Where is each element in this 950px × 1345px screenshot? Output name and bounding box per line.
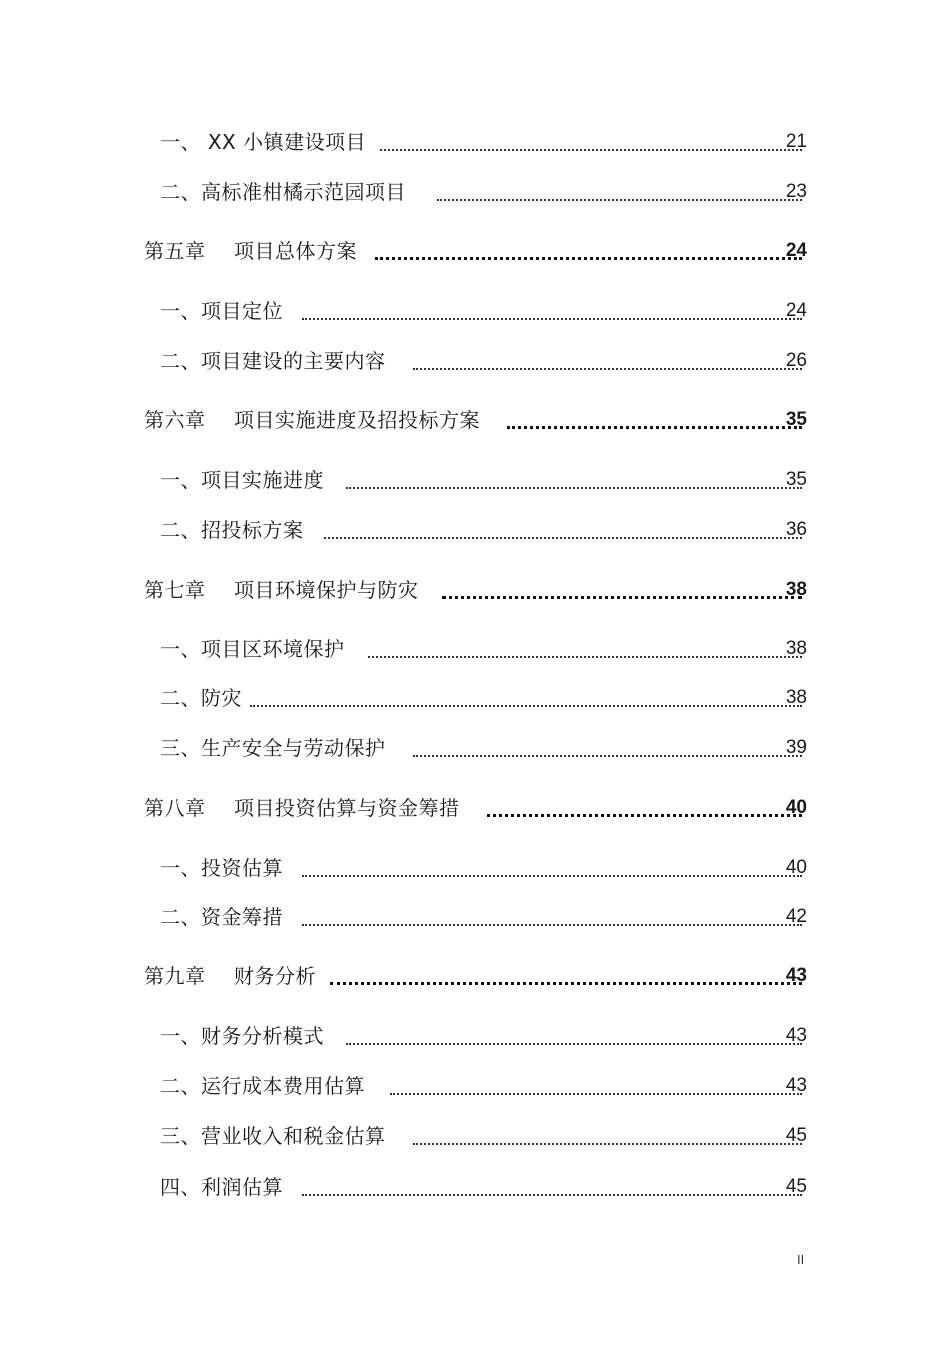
dot-leader xyxy=(330,982,802,985)
toc-entry-page: 45 xyxy=(785,1125,807,1146)
toc-entry-page: 43 xyxy=(785,965,807,986)
toc-entry xyxy=(0,296,950,326)
chapter-number: 第六章 xyxy=(144,408,206,432)
toc-entry-page: 38 xyxy=(785,638,807,659)
dot-leader xyxy=(250,705,802,707)
dot-leader xyxy=(413,368,802,370)
toc-entry-label: 一、投资估算 xyxy=(160,856,283,880)
toc-entry-page: 35 xyxy=(785,469,807,490)
toc-chapter-entry xyxy=(0,575,950,605)
toc-entry-label: 二、防灾 xyxy=(160,686,242,710)
dot-leader xyxy=(390,1093,802,1095)
toc-entry xyxy=(0,683,950,713)
toc-entry-page: 42 xyxy=(785,906,807,927)
dot-leader xyxy=(507,426,802,429)
toc-chapter-label xyxy=(144,236,357,266)
toc-entry-page: 26 xyxy=(785,350,807,371)
toc-entry-label: 一、项目定位 xyxy=(160,299,283,323)
toc-entry-label: 二、资金筹措 xyxy=(160,905,283,929)
toc-entry xyxy=(0,1121,950,1151)
toc-entry-page: 24 xyxy=(785,300,807,321)
page-number: II xyxy=(797,1252,805,1267)
toc-chapter-label xyxy=(144,405,480,435)
toc-entry-page: 40 xyxy=(785,797,807,818)
chapter-number: 第七章 xyxy=(144,578,206,602)
toc-chapter-label xyxy=(144,961,316,991)
toc-entry-label: 三、营业收入和税金估算 xyxy=(160,1124,386,1148)
chapter-title: 项目总体方案 xyxy=(234,239,357,263)
dot-leader xyxy=(302,1194,802,1196)
toc-entry-label: 四、利润估算 xyxy=(160,1175,283,1199)
toc-entry xyxy=(0,733,950,763)
toc-entry xyxy=(0,127,950,157)
chapter-title: 项目环境保护与防灾 xyxy=(234,578,419,602)
toc-entry-page: 24 xyxy=(785,240,807,261)
dot-leader xyxy=(437,199,802,201)
toc-entry-label: 二、项目建设的主要内容 xyxy=(160,349,386,373)
toc-entry xyxy=(0,902,950,932)
dot-leader xyxy=(302,875,802,877)
toc-chapter-entry xyxy=(0,961,950,991)
toc-entry-page: 39 xyxy=(785,737,807,758)
chapter-number: 第五章 xyxy=(144,239,206,263)
dot-leader xyxy=(442,596,802,599)
dot-leader xyxy=(302,924,802,926)
toc-entry-page: 38 xyxy=(785,579,807,600)
toc-entry-page: 43 xyxy=(785,1075,807,1096)
toc-entry-label: 二、高标准柑橘示范园项目 xyxy=(160,180,406,204)
dot-leader xyxy=(346,1043,802,1045)
toc-chapter-entry xyxy=(0,236,950,266)
toc-entry-label: 二、招投标方案 xyxy=(160,518,304,542)
toc-chapter-label xyxy=(144,793,460,823)
chapter-number: 第八章 xyxy=(144,796,206,820)
toc-entry-label: 一、财务分析模式 xyxy=(160,1024,324,1048)
toc-entry xyxy=(0,1021,950,1051)
toc-entry xyxy=(0,465,950,495)
dot-leader xyxy=(324,537,802,539)
dot-leader xyxy=(368,656,802,658)
dot-leader xyxy=(375,257,802,260)
toc-entry-page: 38 xyxy=(785,687,807,708)
toc-entry-label: 三、生产安全与劳动保护 xyxy=(160,736,386,760)
toc-entry-page: 40 xyxy=(785,857,807,878)
chapter-title: 项目实施进度及招投标方案 xyxy=(234,408,480,432)
toc-entry-page: 23 xyxy=(785,181,807,202)
toc-entry xyxy=(0,346,950,376)
toc-entry-page: 45 xyxy=(785,1176,807,1197)
toc-entry xyxy=(0,634,950,664)
toc-chapter-label xyxy=(144,575,419,605)
toc-chapter-entry xyxy=(0,793,950,823)
dot-leader xyxy=(413,755,802,757)
chapter-number: 第九章 xyxy=(144,964,206,988)
toc-entry xyxy=(0,1172,950,1202)
toc-entry-label: 一、项目实施进度 xyxy=(160,468,324,492)
toc-chapter-entry xyxy=(0,405,950,435)
toc-entry-page: 36 xyxy=(785,519,807,540)
toc-entry-label: 一、项目区环境保护 xyxy=(160,637,345,661)
dot-leader xyxy=(380,149,802,151)
toc-entry-page: 35 xyxy=(785,409,807,430)
dot-leader xyxy=(487,814,802,817)
toc-entry xyxy=(0,177,950,207)
chapter-title: 项目投资估算与资金筹措 xyxy=(234,796,460,820)
dot-leader xyxy=(302,318,802,320)
dot-leader xyxy=(413,1143,802,1145)
toc-entry-page: 21 xyxy=(785,131,807,152)
chapter-title: 财务分析 xyxy=(234,964,316,988)
toc-entry xyxy=(0,1071,950,1101)
toc-entry-label: 二、运行成本费用估算 xyxy=(160,1074,365,1098)
dot-leader xyxy=(346,487,802,489)
toc-entry-page: 43 xyxy=(785,1025,807,1046)
toc-entry xyxy=(0,515,950,545)
toc-entry-label: 一、 XX 小镇建设项目 xyxy=(160,130,367,154)
toc-entry xyxy=(0,853,950,883)
